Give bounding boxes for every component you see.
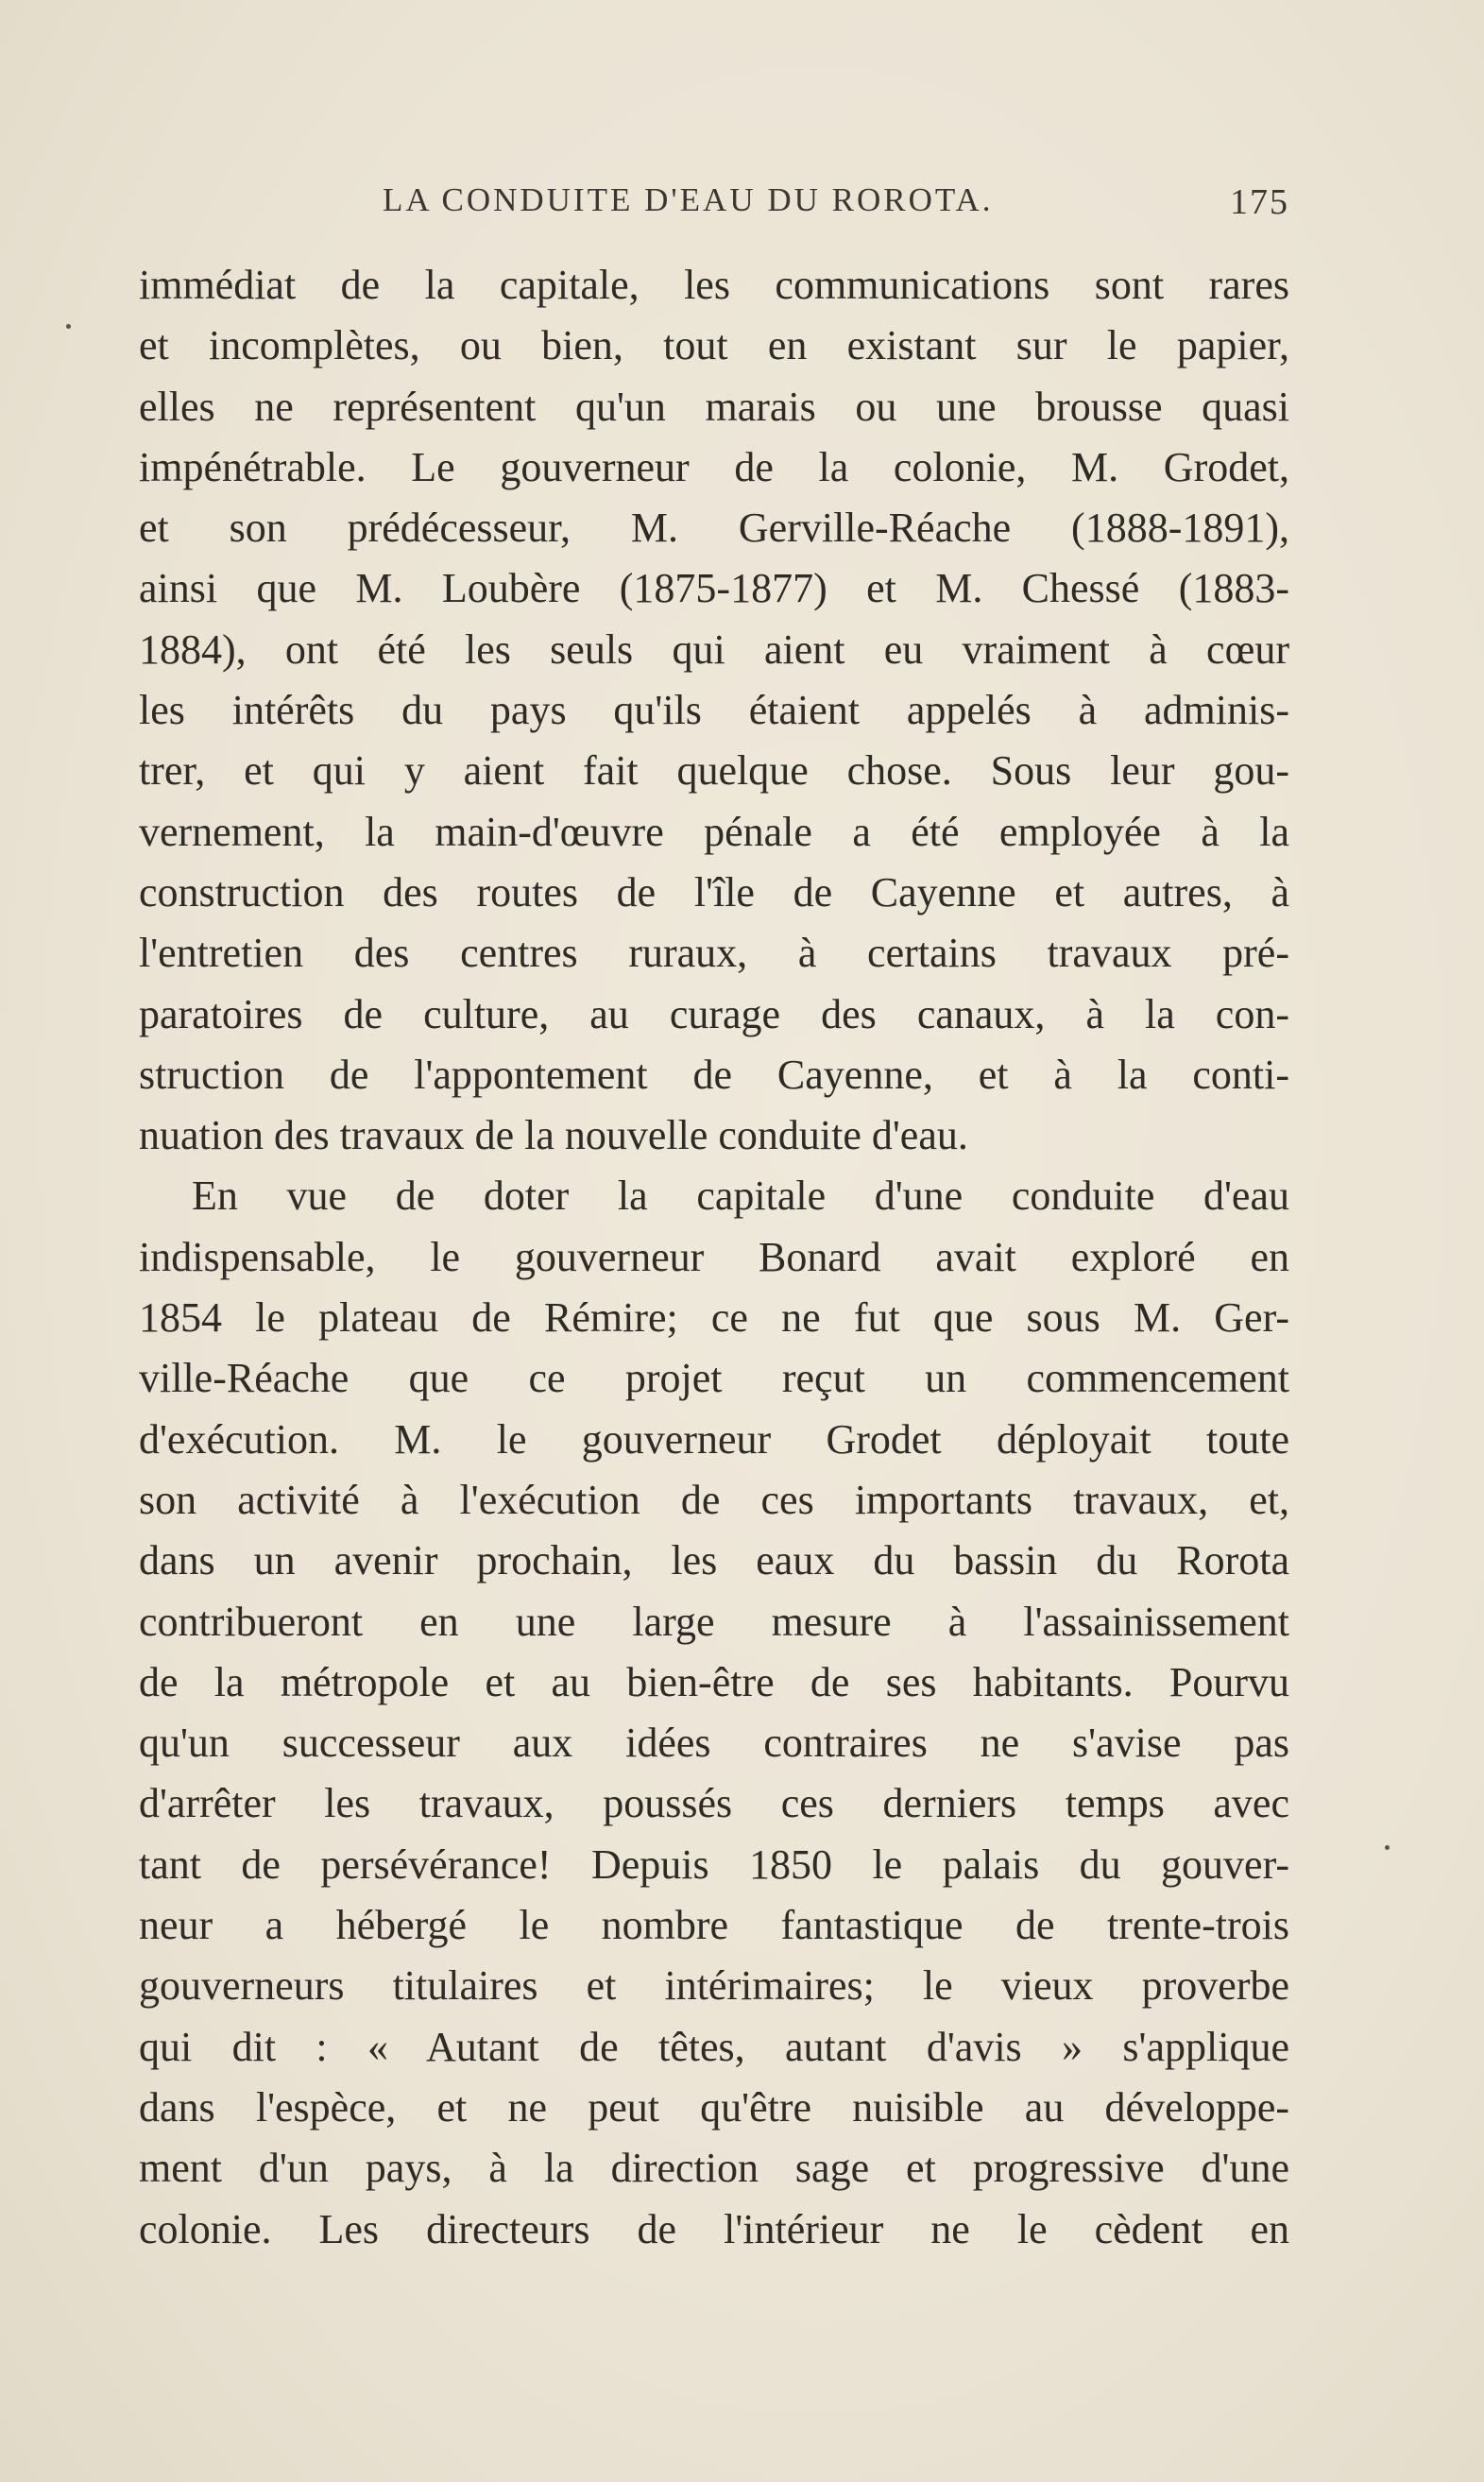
text-line: impénétrable. Le gouverneur de la colonie, M. Grodet, (139, 443, 1289, 490)
text-line: elles ne représentent qu'un marais ou une brousse quasi (139, 383, 1289, 430)
text-line: gouverneurs titulaires et intérimaires; le vieux proverbe (139, 1962, 1289, 2010)
text-line: immédiat de la capitale, les communications sont rares (139, 262, 1289, 308)
text-line: colonie. Les directeurs de l'intérieur ne le cèdent en (139, 2205, 1289, 2252)
paper-speck (66, 324, 71, 329)
text-line: et son prédécesseur, M. Gerville-Réache (1888-1891), (139, 505, 1289, 552)
text-line: et incomplètes, ou bien, tout en existant sur le papier, (139, 322, 1289, 369)
text-line: indispensable, le gouverneur Bonard avait exploré en (139, 1233, 1289, 1280)
text-line: neur a hébergé le nombre fantastique de trente-trois (139, 1902, 1289, 1949)
page-number: 175 (1230, 182, 1289, 222)
body-text (139, 255, 1289, 2260)
text-line: qui dit : « Autant de têtes, autant d'avis » s'applique (139, 2023, 1289, 2070)
text-line: 1854 le plateau de Rémire; ce ne fut que sous M. Ger- (139, 1294, 1289, 1342)
text-line: tant de persévérance! Depuis 1850 le palais du gouver- (139, 1840, 1289, 1888)
text-line: d'arrêter les travaux, poussés ces derniers temps avec (139, 1780, 1289, 1827)
text-line: ville-Réache que ce projet reçut un commencement (139, 1355, 1289, 1402)
text-line: son activité à l'exécution de ces importants travaux, et, (139, 1476, 1289, 1523)
text-line: d'exécution. M. le gouverneur Grodet déployait toute (139, 1415, 1289, 1463)
text-line: vernement, la main-d'œuvre pénale a été employée à la (139, 808, 1289, 855)
text-line: qu'un successeur aux idées contraires ne s'avise pas (139, 1720, 1289, 1767)
text-line: l'entretien des centres ruraux, à certains travaux pré- (139, 930, 1289, 977)
text-line: ment d'un pays, à la direction sage et progressive d'une (139, 2145, 1289, 2192)
running-title: LA CONDUITE D'EAU DU ROROTA. (383, 181, 994, 218)
page-header (132, 181, 1289, 229)
paragraph-start-line: En vue de doter la capitale d'une conduite d'eau (192, 1173, 1289, 1220)
text-line: contribueront en une large mesure à l'assainissement (139, 1598, 1289, 1645)
text-line: construction des routes de l'île de Cayenne et autres, à (139, 868, 1289, 916)
text-line: dans un avenir prochain, les eaux du bassin du Rorota (139, 1537, 1289, 1584)
text-line: trer, et qui y aient fait quelque chose. Sous leur gou- (139, 747, 1289, 795)
text-line: struction de l'appontement de Cayenne, et à la conti- (139, 1051, 1289, 1098)
text-line: 1884), ont été les seuls qui aient eu vraiment à cœur (139, 625, 1289, 673)
paper-speck (1385, 1845, 1390, 1850)
text-line: paratoires de culture, au curage des canaux, à la con- (139, 990, 1289, 1037)
text-line: ainsi que M. Loubère (1875-1877) et M. Chessé (1883- (139, 565, 1289, 612)
text-line: dans l'espèce, et ne peut qu'être nuisible au développe- (139, 2083, 1289, 2131)
paragraph-end-line: nuation des travaux de la nouvelle conduite d'eau. (139, 1112, 968, 1159)
text-line: les intérêts du pays qu'ils étaient appelés à adminis- (139, 687, 1289, 734)
text-line: de la métropole et au bien-être de ses habitants. Pourvu (139, 1658, 1289, 1705)
